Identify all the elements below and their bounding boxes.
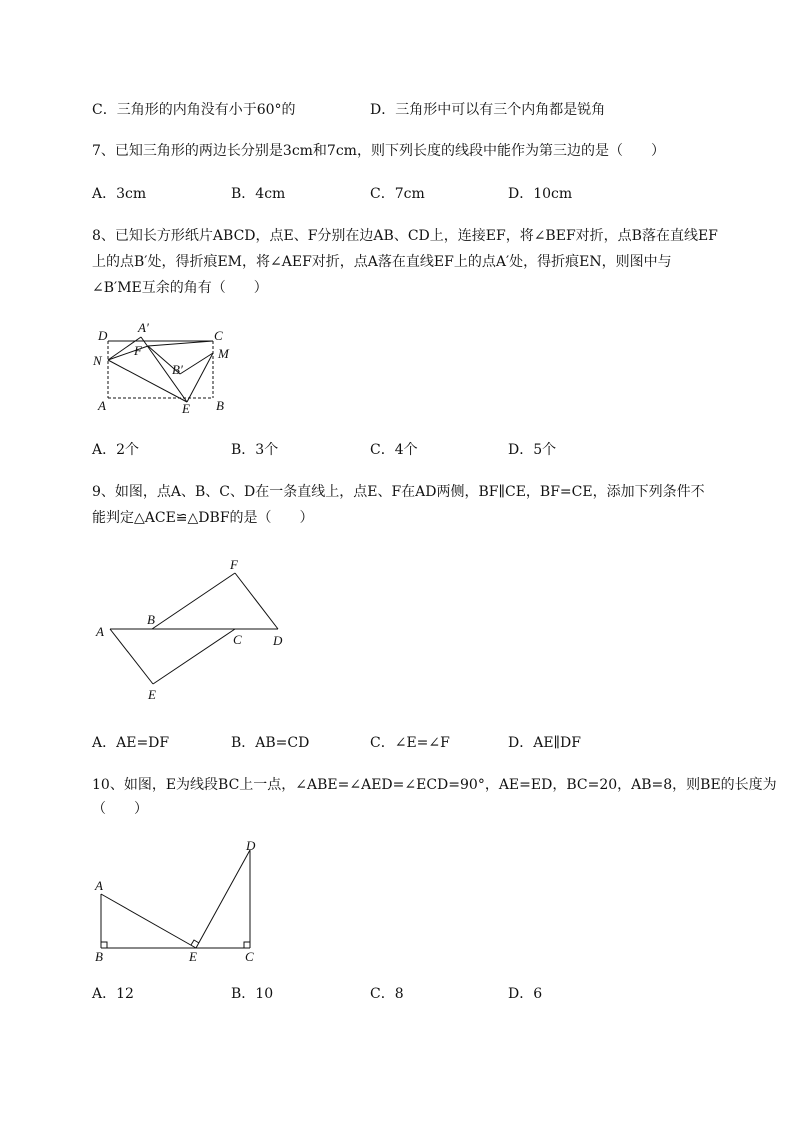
q8-label-e: E: [182, 401, 190, 416]
q8-label-a: A: [98, 398, 106, 413]
q8-label-c: C: [214, 328, 223, 343]
q9-label-e: E: [148, 687, 156, 702]
q9-seg-ec: [153, 629, 235, 684]
q8-label-f: F: [134, 343, 142, 358]
q7-stem: 7、已知三角形的两边长分别是3cm和7cm，则下列长度的线段中能作为第三边的是（ ）: [92, 143, 665, 159]
q9-seg-bf: [152, 573, 235, 629]
q9-stem-line2: 能判定△ACE≌△DBF的是（ ）: [92, 510, 314, 526]
q6-option-c: C．三角形的内角没有小于60°的: [92, 102, 296, 118]
q10-option-b: B．10: [231, 986, 274, 1002]
q8-label-bp: B′: [172, 362, 183, 377]
q8-option-b: B．3个: [231, 442, 279, 458]
q8-label-m: M: [218, 346, 229, 361]
q9-option-c: C．∠E=∠F: [370, 735, 450, 751]
q9-stem-line1: 9、如图，点A、B、C、D在一条直线上，点E、F在AD两侧，BF∥CE，BF=CE，添加下列条件不: [92, 484, 705, 500]
q10-right-angle-c: [244, 942, 250, 948]
q9-label-a: A: [96, 624, 104, 639]
q8-stem-line1: 8、已知长方形纸片ABCD，点E、F分别在边AB、CD上，连接EF，将∠BEF对折，点B落在直线EF: [92, 228, 718, 244]
q8-label-b: B: [216, 398, 224, 413]
q8-seg-f-c: [148, 341, 213, 346]
q8-option-c: C．4个: [370, 442, 418, 458]
q8-label-d: D: [98, 328, 108, 343]
q10-stem-line1: 10、如图，E为线段BC上一点，∠ABE=∠AED=∠ECD=90°，AE=ED，BC=20，AB=8，则BE的长度为: [92, 777, 777, 793]
q10-label-e: E: [189, 949, 197, 964]
q8-option-a: A．2个: [92, 442, 140, 458]
q7-option-a: A．3cm: [92, 186, 147, 202]
q8-label-n: N: [93, 353, 102, 368]
q10-option-a: A．12: [92, 986, 134, 1002]
q8-stem-line2: 上的点B′处，得折痕EM，将∠AEF对折，点A落在直线EF上的点A′处，得折痕EN，则图中与: [92, 254, 672, 270]
q10-option-c: C．8: [370, 986, 404, 1002]
q9-label-b: B: [147, 612, 155, 627]
q9-seg-ae: [110, 629, 153, 684]
q6-option-d: D．三角形中可以有三个内角都是锐角: [370, 102, 606, 118]
q9-label-f: F: [230, 557, 238, 572]
q7-option-d: D．10cm: [508, 186, 573, 202]
q10-stem-line2: （ ）: [92, 801, 148, 817]
q8-seg-bp-m: [180, 353, 213, 374]
q8-seg-n-f: [108, 346, 148, 360]
q9-option-d: D．AE∥DF: [508, 735, 581, 751]
q8-stem-line3: ∠B′ME互余的角有（ ）: [92, 280, 268, 296]
q10-seg-ed: [196, 850, 250, 948]
q10-label-b: B: [95, 949, 103, 964]
q7-option-b: B．4cm: [231, 186, 286, 202]
q9-figure: [90, 552, 300, 707]
q9-seg-fd: [235, 573, 278, 629]
q8-option-d: D．5个: [508, 442, 557, 458]
q8-figure: [88, 318, 248, 418]
q9-label-d: D: [273, 633, 283, 648]
q8-label-ap: A′: [138, 320, 149, 335]
q10-figure: [88, 836, 268, 966]
q10-label-a: A: [95, 878, 103, 893]
q10-option-d: D．6: [508, 986, 543, 1002]
q10-right-angle-b: [101, 942, 107, 948]
q9-option-b: B．AB=CD: [231, 735, 310, 751]
q9-label-c: C: [233, 632, 242, 647]
q8-seg-m-e: [187, 353, 213, 402]
q10-seg-ae: [101, 894, 196, 948]
q10-label-d: D: [246, 838, 256, 853]
q10-label-c: C: [245, 949, 254, 964]
q7-option-c: C．7cm: [370, 186, 425, 202]
q9-option-a: A．AE=DF: [92, 735, 170, 751]
